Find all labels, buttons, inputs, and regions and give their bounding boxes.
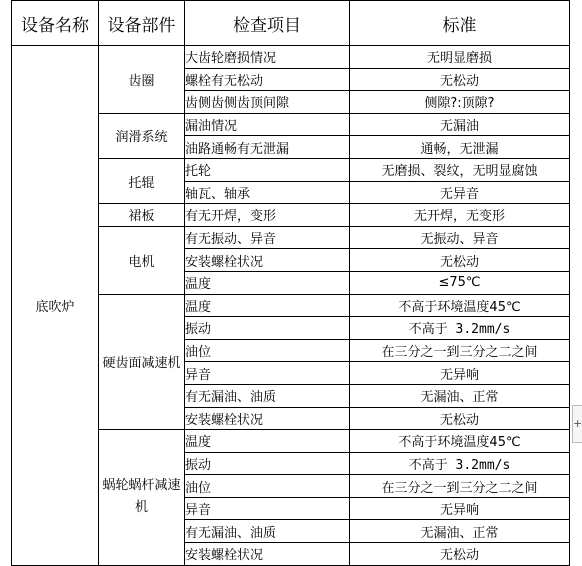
standard-cell[interactable]: ≤75℃	[350, 271, 570, 294]
item-cell[interactable]: 大齿轮磨损情况	[185, 46, 350, 69]
item-cell[interactable]: 有无漏油、油质	[185, 520, 350, 543]
standard-cell[interactable]: 通畅，无泄漏	[350, 136, 570, 159]
item-cell[interactable]: 齿侧齿侧齿顶间隙	[185, 91, 350, 114]
item-cell[interactable]: 温度	[185, 430, 350, 453]
standard-cell[interactable]: 无漏油、正常	[350, 384, 570, 407]
item-cell[interactable]: 漏油情况	[185, 113, 350, 136]
item-cell[interactable]: 油位	[185, 475, 350, 498]
item-cell[interactable]: 安装螺栓状况	[185, 543, 350, 566]
item-cell[interactable]: 油位	[185, 339, 350, 362]
item-cell[interactable]: 温度	[185, 294, 350, 317]
part-motor[interactable]: 电机	[99, 226, 185, 294]
standard-cell[interactable]: 无漏油	[350, 113, 570, 136]
standard-cell[interactable]: 无漏油、正常	[350, 520, 570, 543]
item-cell[interactable]: 异音	[185, 497, 350, 520]
standard-cell[interactable]: 无异响	[350, 362, 570, 385]
part-roller[interactable]: 托辊	[99, 158, 185, 203]
header-row	[12, 1, 570, 46]
item-cell[interactable]: 油路通畅有无泄漏	[185, 136, 350, 159]
part-skirt[interactable]: 裙板	[99, 204, 185, 227]
part-gear[interactable]: 齿圈	[99, 46, 185, 114]
item-cell[interactable]: 有无振动、异音	[185, 226, 350, 249]
standard-cell[interactable]: 在三分之一到三分之二之间	[350, 339, 570, 362]
item-cell[interactable]: 螺栓有无松动	[185, 68, 350, 91]
standard-cell[interactable]: 无明显磨损	[350, 46, 570, 69]
header-item[interactable]: 检查项目	[185, 1, 350, 46]
device-name-cell[interactable]: 底吹炉	[12, 46, 99, 566]
inspection-table	[11, 0, 570, 566]
item-cell[interactable]: 振动	[185, 452, 350, 475]
part-lube[interactable]: 润滑系统	[99, 113, 185, 158]
item-cell[interactable]: 有无漏油、油质	[185, 384, 350, 407]
header-device[interactable]: 设备名称	[12, 1, 99, 46]
part-worm-reducer[interactable]: 蜗轮蜗杆减速机	[99, 430, 185, 566]
standard-cell[interactable]: 无磨损、裂纹，无明显腐蚀	[350, 158, 570, 181]
plus-icon: +	[573, 417, 582, 430]
standard-cell[interactable]: 无松动	[350, 249, 570, 272]
standard-cell[interactable]: 无松动	[350, 407, 570, 430]
standard-cell[interactable]: 无松动	[350, 68, 570, 91]
item-cell[interactable]: 安装螺栓状况	[185, 249, 350, 272]
standard-cell[interactable]: 无开焊，无变形	[350, 204, 570, 227]
item-cell[interactable]: 安装螺栓状况	[185, 407, 350, 430]
standard-cell[interactable]: 不高于环境温度45℃	[350, 430, 570, 453]
part-hard-reducer[interactable]: 硬齿面减速机	[99, 294, 185, 430]
standard-cell[interactable]: 侧隙?:顶隙?	[350, 91, 570, 114]
item-cell[interactable]: 轴瓦、轴承	[185, 181, 350, 204]
header-part[interactable]: 设备部件	[99, 1, 185, 46]
table-row	[12, 46, 570, 69]
item-cell[interactable]: 异音	[185, 362, 350, 385]
item-cell[interactable]: 温度	[185, 271, 350, 294]
standard-cell[interactable]: 无异响	[350, 497, 570, 520]
standard-cell[interactable]: 在三分之一到三分之二之间	[350, 475, 570, 498]
item-cell[interactable]: 有无开焊，变形	[185, 204, 350, 227]
standard-cell[interactable]: 不高于环境温度45℃	[350, 294, 570, 317]
standard-cell[interactable]: 无异音	[350, 181, 570, 204]
standard-cell[interactable]: 无松动	[350, 543, 570, 566]
standard-cell[interactable]: 无振动、异音	[350, 226, 570, 249]
standard-cell[interactable]: 不高于 3.2mm/s	[350, 452, 570, 475]
item-cell[interactable]: 托轮	[185, 158, 350, 181]
item-cell[interactable]: 振动	[185, 317, 350, 340]
standard-cell[interactable]: 不高于 3.2mm/s	[350, 317, 570, 340]
add-column-button[interactable]	[572, 405, 582, 443]
header-standard[interactable]: 标准	[350, 1, 570, 46]
